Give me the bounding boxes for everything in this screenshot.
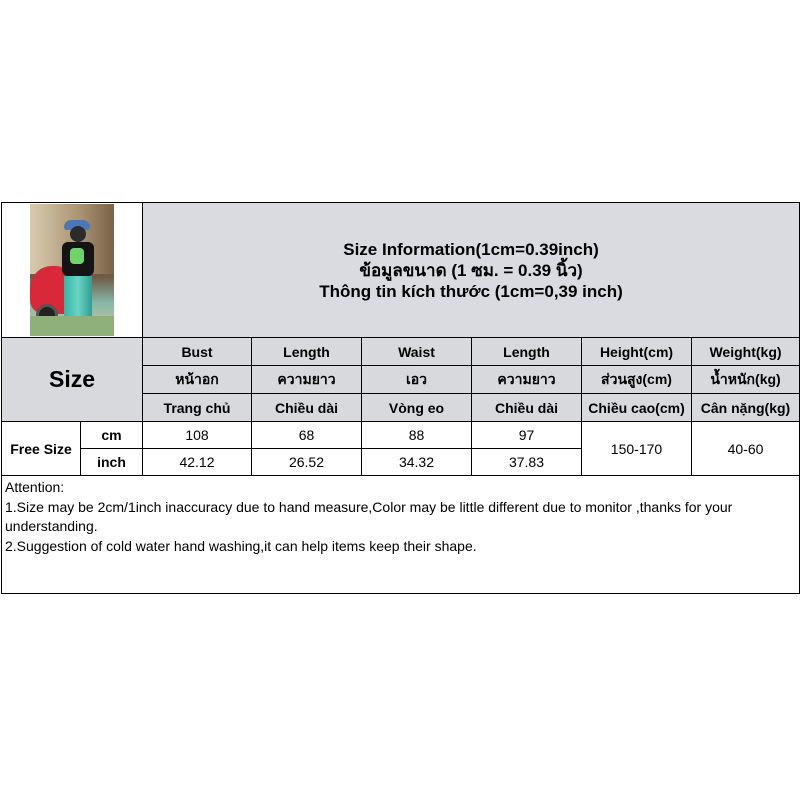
notes-title: Attention: [5, 479, 65, 495]
col-header-th: เอว [362, 366, 472, 394]
height-range: 150-170 [582, 422, 692, 476]
col-header-vi: Chiều cao(cm) [582, 394, 692, 422]
col-header-vi: Trang chủ [143, 394, 252, 422]
col-header-en: Length [252, 338, 362, 366]
value-cell: 26.52 [252, 449, 362, 476]
col-header-th: หน้าอก [143, 366, 252, 394]
size-chart [1, 202, 799, 596]
size-information-heading [143, 203, 800, 338]
col-header-vi: Cân nặng(kg) [692, 394, 800, 422]
heading-vietnamese: Thông tin kích thước (1cm=0,39 inch) [319, 281, 623, 301]
notes-line-1: 1.Size may be 2cm/1inch inaccuracy due to hand measure,Color may be little different due to monitor ,thanks for your understanding. [5, 498, 733, 534]
col-header-th: ความยาว [472, 366, 582, 394]
size-label: Size [2, 338, 143, 422]
heading-english: Size Information(1cm=0.39inch) [343, 239, 599, 259]
col-header-th: น้ำหนัก(kg) [692, 366, 800, 394]
col-header-en: Height(cm) [582, 338, 692, 366]
notes-line-2: 2.Suggestion of cold water hand washing,it can help items keep their shape. [5, 537, 477, 554]
col-header-en: Length [472, 338, 582, 366]
product-photo [30, 204, 114, 336]
col-header-vi: Vòng eo [362, 394, 472, 422]
unit-cm-label: cm [81, 422, 143, 449]
col-header-vi: Chiều dài [252, 394, 362, 422]
size-name: Free Size [2, 422, 81, 476]
weight-range: 40-60 [692, 422, 800, 476]
value-cell: 34.32 [362, 449, 472, 476]
size-table [1, 202, 800, 594]
col-header-vi: Chiều dài [472, 394, 582, 422]
col-header-th: ส่วนสูง(cm) [582, 366, 692, 394]
value-cell: 42.12 [143, 449, 252, 476]
col-header-en: Weight(kg) [692, 338, 800, 366]
attention-notes [2, 476, 800, 594]
value-cell: 68 [252, 422, 362, 449]
value-cell: 88 [362, 422, 472, 449]
value-cell: 97 [472, 422, 582, 449]
col-header-en: Bust [143, 338, 252, 366]
value-cell: 37.83 [472, 449, 582, 476]
col-header-en: Waist [362, 338, 472, 366]
unit-inch-label: inch [81, 449, 143, 476]
col-header-th: ความยาว [252, 366, 362, 394]
value-cell: 108 [143, 422, 252, 449]
product-photo-cell [2, 203, 143, 338]
heading-thai: ข้อมูลขนาด (1 ซม. = 0.39 นิ้ว) [359, 260, 583, 280]
